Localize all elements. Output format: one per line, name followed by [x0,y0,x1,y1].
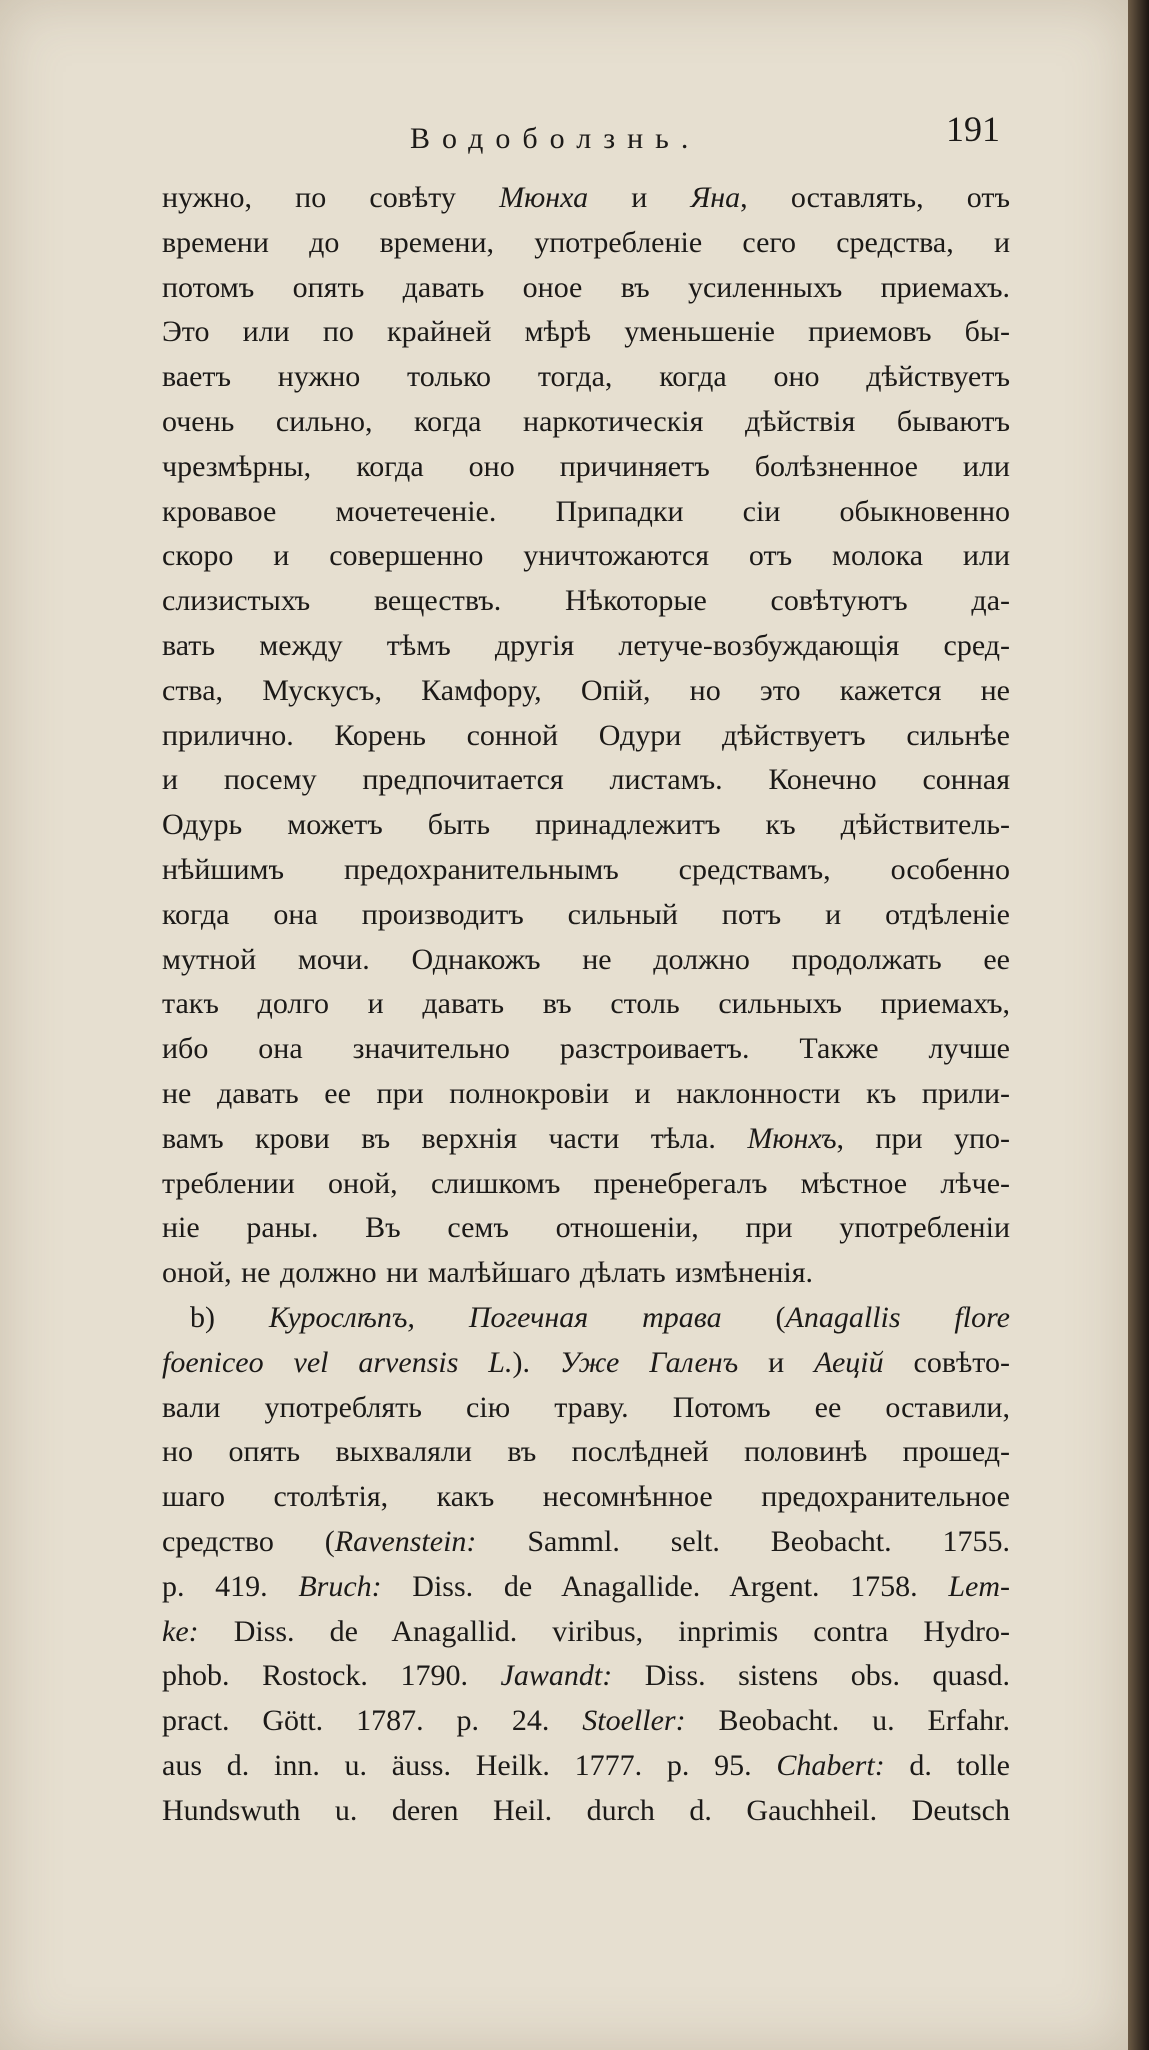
italic-text: Anagallis flore [785,1300,1010,1334]
page-number: 191 [946,109,1000,149]
text-segment: ). [512,1345,560,1379]
text-segment: нѣйшимъ предохранительнымъ средствамъ, особенно [162,852,1010,886]
text-line [162,1654,1010,1699]
text-line [162,1296,1010,1341]
text-segment: Diss. de Anagallid. viribus, inprimis contra Hydro- [198,1614,1010,1648]
text-segment: треблении оной, слишкомъ пренебрегалъ мѣстное лѣче- [162,1166,1010,1200]
italic-text: Ravenstein: [334,1524,477,1558]
text-line [162,266,1010,311]
text-segment: не давать ее при полнокровіи и наклонности къ прили- [162,1076,1010,1110]
text-segment: ваетъ нужно только тогда, когда оно дѣйствуетъ [162,360,1010,394]
text-line [162,445,1010,490]
text-segment: когда она производитъ сильный потъ и отдѣленіе [162,897,1010,931]
text-line [162,982,1010,1027]
text-line [162,848,1010,893]
text-line [162,1699,1010,1744]
text-segment: оной, не должно ни малѣйшаго дѣлать измѣненія. [162,1256,814,1290]
text-segment: p. 419. [162,1569,299,1603]
italic-text: Курослѣпъ, Погечная трава [268,1300,722,1334]
text-line [162,893,1010,938]
text-segment: Это или по крайней мѣрѣ уменьшеніе приемовъ бы- [162,315,1010,349]
text-segment: pract. Gött. 1787. p. 24. [162,1704,583,1738]
text-segment: потомъ опять давать оное въ усиленныхъ приемахъ. [162,270,1010,304]
text-segment: Samml. selt. Beobacht. 1755. [476,1524,1010,1558]
text-segment: Beobacht. u. Erfahr. [685,1704,1010,1738]
italic-text: Jawandt: [500,1659,613,1693]
text-segment: такъ долго и давать въ столь сильныхъ приемахъ, [162,987,1010,1021]
text-segment: слизистыхъ веществъ. Нѣкоторые совѣтуютъ да- [162,584,1010,618]
text-segment: phob. Rostock. 1790. [162,1659,501,1693]
text-line [162,579,1010,624]
text-line [162,1072,1010,1117]
text-segment: прилично. Корень сонной Одури дѣйствуетъ сильнѣе [162,718,1010,752]
text-line [162,1251,1010,1296]
text-line [162,221,1010,266]
text-segment: совѣто- [883,1345,1010,1379]
text-line [162,176,1010,221]
text-line [162,1027,1010,1072]
text-line [162,490,1010,535]
text-segment: Одурь можетъ быть принадлежитъ къ дѣйствитель- [162,808,1010,842]
text-line [162,1206,1010,1251]
text-segment: кровавое мочетеченіе. Припадки сіи обыкновенно [162,494,1010,528]
text-line [162,1610,1010,1655]
text-line [162,1520,1010,1565]
text-segment [619,1346,649,1379]
text-segment: нужно, по совѣту [162,181,500,214]
text-segment: b) [190,1300,269,1334]
text-line [162,1386,1010,1431]
text-segment: шаго столѣтія, какъ несомнѣнное предохранительное [162,1480,1010,1514]
text-line [162,714,1010,759]
italic-text: Уже [559,1345,620,1379]
text-segment: средство ( [162,1524,335,1558]
italic-text: Lem- [948,1569,1010,1603]
text-line [162,1430,1010,1475]
italic-text: Мюнхъ [747,1121,837,1155]
text-line [162,1475,1010,1520]
text-line [162,1744,1010,1789]
text-segment: aus d. inn. u. äuss. Heilk. 1777. p. 95. [162,1748,777,1782]
italic-text: Stoeller: [582,1704,686,1738]
text-segment: Diss. de Anagallide. Argent. 1758. [381,1569,949,1603]
text-line [162,938,1010,983]
italic-text: Галенъ [649,1345,739,1379]
text-segment: очень сильно, когда наркотическія дѣйствія бываютъ [162,404,1010,438]
text-line [162,400,1010,445]
text-segment: d. tolle [884,1748,1010,1782]
text-line [162,1117,1010,1162]
text-segment: вамъ крови въ верхнія части тѣла. [162,1121,748,1155]
text-segment: вали употреблять сію траву. Потомъ ее оставили, [162,1390,1010,1424]
text-line [162,1162,1010,1207]
text-line [162,624,1010,669]
page-header [170,108,1010,168]
text-line [162,1341,1010,1386]
text-segment: , оставлять, отъ [740,181,1010,214]
text-segment: вать между тѣмъ другія летуче-возбуждающія сред- [162,628,1010,662]
text-line [162,310,1010,355]
italic-text: ke: [162,1614,199,1648]
text-segment: ( [721,1300,786,1334]
text-line [162,803,1010,848]
text-line [162,1565,1010,1610]
text-segment: чрезмѣрны, когда оно причиняетъ болѣзненное или [162,449,1010,483]
body-text [162,176,1010,1833]
text-segment: ибо она значительно разстроиваетъ. Также лучше [162,1032,1010,1066]
text-segment: но опять выхваляли въ послѣдней половинѣ прошед- [162,1435,1010,1469]
text-segment: времени до времени, употребленіе сего средства, и [162,225,1010,259]
text-segment: и посему предпочитается листамъ. Конечно сонная [162,763,1010,797]
text-line [162,758,1010,803]
text-line [162,1789,1010,1834]
text-segment: и [738,1345,815,1379]
book-edge [1128,0,1149,2050]
text-segment: мутной мочи. Однакожъ не должно продолжать ее [162,942,1010,976]
text-segment: ства, Мускусъ, Камфору, Опій, но это кажется не [162,673,1010,707]
text-segment: и [588,181,691,214]
italic-text: Мюнха [499,181,589,214]
text-segment: ніе раны. Въ семъ отношеніи, при употребленіи [162,1211,1010,1245]
running-title: Водоболзнь. [410,122,701,155]
text-segment: , при упо- [836,1121,1010,1155]
text-line [162,534,1010,579]
text-line [162,355,1010,400]
italic-text: Chabert: [776,1748,885,1782]
text-line [162,669,1010,714]
italic-text: foeniceo vel arvensis L. [162,1345,513,1379]
italic-text: Bruch: [298,1569,382,1603]
italic-text: Яна [690,181,741,214]
text-segment: Hundswuth u. deren Heil. durch d. Gauchheil. Deutsch [162,1793,1010,1827]
text-segment: Diss. sistens obs. quasd. [612,1659,1010,1693]
italic-text: Аецій [814,1345,884,1379]
text-segment: скоро и совершенно уничтожаются отъ молока или [162,539,1010,573]
